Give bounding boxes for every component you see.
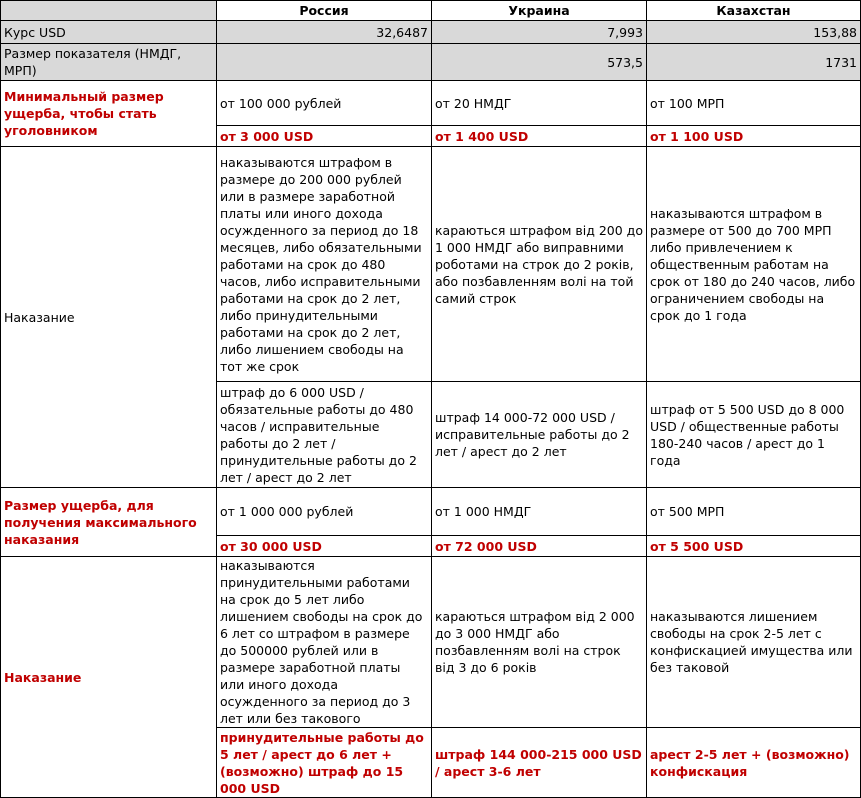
max-damage-row: [1, 488, 861, 536]
rate-russia: 32,6487: [217, 21, 432, 44]
header-row: [1, 1, 861, 21]
indicator-kazakhstan: 1731: [647, 44, 861, 81]
header-ukraine: Украина: [432, 1, 647, 21]
min-damage-russia: от 100 000 рублей: [217, 81, 432, 126]
punishment1-kazakhstan-summary: штраф от 5 500 USD до 8 000 USD / общественные работы 180-240 часов / арест до 1 года: [647, 382, 861, 488]
punishment2-ukraine-summary: штраф 144 000-215 000 USD / арест 3-6 лет: [432, 728, 647, 798]
min-damage-ukraine: от 20 НМДГ: [432, 81, 647, 126]
punishment1-russia: наказываются штрафом в размере до 200 000 рублей или в размере заработной платы или иного дохода осужденного за период до 18 месяцев, либо обязательными работами на срок до 480 часов, либо исправительными работами на срок до 2 лет, либо принудительными работами на срок до 2 лет, либо лишением свободы на тот же срок: [217, 147, 432, 382]
max-damage-label: Размер ущерба, для получения максимального наказания: [1, 488, 217, 557]
indicator-ukraine: 573,5: [432, 44, 647, 81]
indicator-label: Размер показателя (НМДГ, МРП): [1, 44, 217, 81]
max-damage-kazakhstan: от 500 МРП: [647, 488, 861, 536]
punishment1-russia-summary: штраф до 6 000 USD / обязательные работы до 480 часов / исправительные работы до 2 лет / принудительные работы до 2 лет / арест до 2 лет: [217, 382, 432, 488]
min-damage-kazakhstan-usd: от 1 100 USD: [647, 126, 861, 147]
max-damage-kazakhstan-usd: от 5 500 USD: [647, 536, 861, 557]
punishment1-ukraine: караються штрафом від 200 до 1 000 НМДГ або виправними роботами на строк до 2 років, або позбавленням волі на той самий строк: [432, 147, 647, 382]
max-damage-ukraine-usd: от 72 000 USD: [432, 536, 647, 557]
punishment2-kazakhstan-summary: арест 2-5 лет + (возможно) конфискация: [647, 728, 861, 798]
punishment1-kazakhstan: наказываются штрафом в размере от 500 до 700 МРП либо привлечением к общественным работам на срок от 180 до 240 часов, либо ограничением свободы на срок до 1 года: [647, 147, 861, 382]
punishment2-russia: наказываются принудительными работами на срок до 5 лет либо лишением свободы на срок до 6 лет со штрафом в размере до 500000 рублей или в размере заработной платы или иного дохода осужденного за период до 3 лет или без такового: [217, 557, 432, 728]
punishment2-row: [1, 557, 861, 728]
min-damage-kazakhstan: от 100 МРП: [647, 81, 861, 126]
punishment2-label: Наказание: [1, 557, 217, 798]
min-damage-russia-usd: от 3 000 USD: [217, 126, 432, 147]
punishment1-row: [1, 147, 861, 382]
max-damage-ukraine: от 1 000 НМДГ: [432, 488, 647, 536]
punishment2-kazakhstan: наказываются лишением свободы на срок 2-5 лет с конфискацией имущества или без таковой: [647, 557, 861, 728]
header-kazakhstan: Казахстан: [647, 1, 861, 21]
rate-label: Курс USD: [1, 21, 217, 44]
header-russia: Россия: [217, 1, 432, 21]
rate-row: [1, 21, 861, 44]
min-damage-ukraine-usd: от 1 400 USD: [432, 126, 647, 147]
rate-ukraine: 7,993: [432, 21, 647, 44]
header-empty-cell: [1, 1, 217, 21]
punishment1-label: Наказание: [1, 147, 217, 488]
punishment2-ukraine: караються штрафом від 2 000 до 3 000 НМДГ або позбавленням волі на строк від 3 до 6 років: [432, 557, 647, 728]
min-damage-row: [1, 81, 861, 126]
max-damage-russia: от 1 000 000 рублей: [217, 488, 432, 536]
min-damage-label: Минимальный размер ущерба, чтобы стать уголовником: [1, 81, 217, 147]
punishment1-ukraine-summary: штраф 14 000-72 000 USD / исправительные работы до 2 лет / арест до 2 лет: [432, 382, 647, 488]
rate-kazakhstan: 153,88: [647, 21, 861, 44]
indicator-russia: [217, 44, 432, 81]
indicator-row: [1, 44, 861, 81]
max-damage-russia-usd: от 30 000 USD: [217, 536, 432, 557]
punishment2-russia-summary: принудительные работы до 5 лет / арест до 6 лет + (возможно) штраф до 15 000 USD: [217, 728, 432, 798]
